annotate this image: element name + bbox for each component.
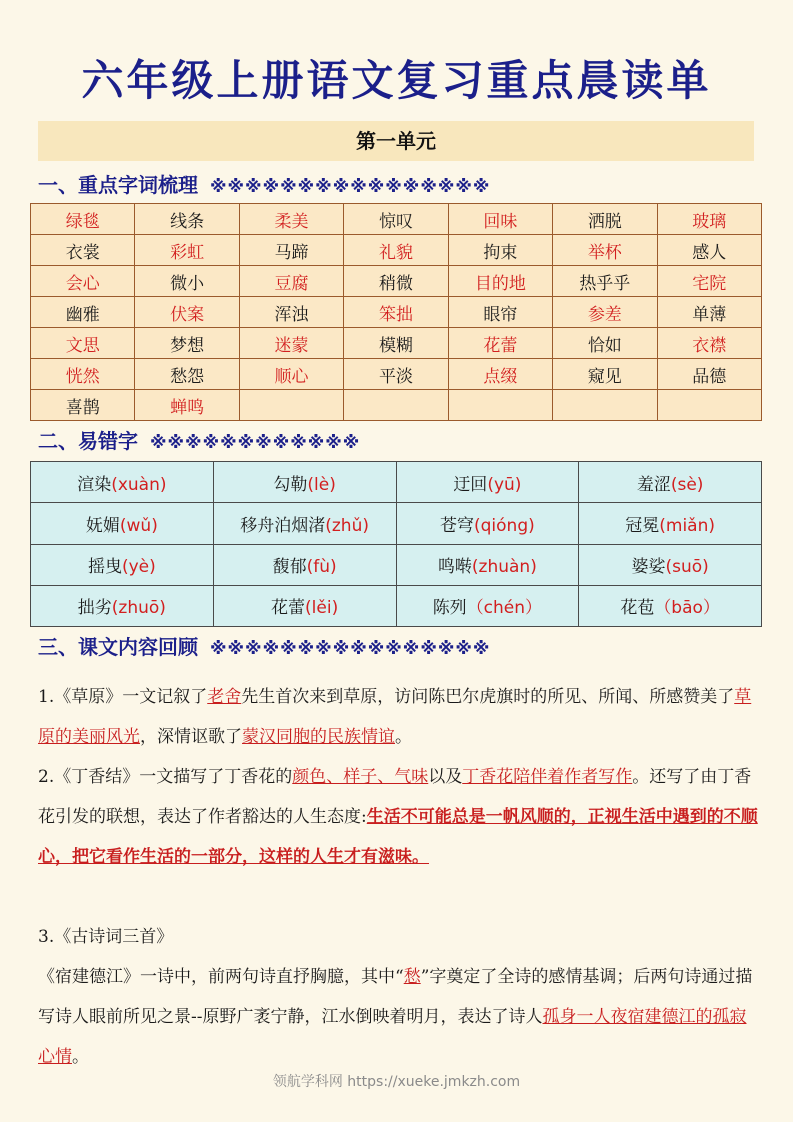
word-cell: 眼帘 <box>448 297 552 328</box>
word-cell: 恍然 <box>31 359 135 390</box>
highlight: 孤身一人夜宿建德江的孤寂心情 <box>38 1007 747 1067</box>
word-cell: 洒脱 <box>553 204 657 235</box>
word-cell: 回味 <box>448 204 552 235</box>
pinyin: (lè) <box>307 474 336 495</box>
section-heading-errors <box>38 425 360 454</box>
pinyin: (suō) <box>665 557 709 578</box>
table-row <box>31 266 762 297</box>
word-cell: 顺心 <box>239 359 343 390</box>
section-title: 三、课文内容回顾 <box>38 635 198 659</box>
pinyin: (zhuàn) <box>471 557 537 578</box>
pinyin: (xuàn) <box>111 474 167 495</box>
footer-watermark: 领航学科网 https://xueke.jmkzh.com <box>272 1074 521 1090</box>
error-cell <box>579 585 762 626</box>
word: 鸣啭 <box>437 557 472 578</box>
text: 先生首次来到草原，访问陈巴尔虎旗时的所见、所闻、所感赞美了 <box>241 687 735 707</box>
section-heading-words <box>38 169 490 198</box>
word-cell: 迷蒙 <box>239 328 343 359</box>
word-cell <box>344 390 448 421</box>
error-cell <box>31 462 214 503</box>
table-row <box>31 462 762 503</box>
word-cell: 蝉鸣 <box>135 390 239 421</box>
word-cell <box>553 390 657 421</box>
word-cell: 线条 <box>135 204 239 235</box>
word: 勾勒 <box>273 474 308 495</box>
word-cell: 点缀 <box>448 359 552 390</box>
word-cell: 笨拙 <box>344 297 448 328</box>
error-cell <box>213 585 396 626</box>
pinyin: (yū) <box>487 474 522 495</box>
word-cell: 热乎乎 <box>553 266 657 297</box>
word-cell: 玻璃 <box>657 204 761 235</box>
error-cell <box>396 503 579 544</box>
word-cell: 衣裳 <box>31 235 135 266</box>
paragraph-caoyuan <box>38 677 760 757</box>
error-cell <box>213 503 396 544</box>
paragraph-poems-title: 3.《古诗词三首》 <box>38 927 174 947</box>
text: 。 <box>395 727 412 747</box>
section-title: 二、易错字 <box>38 429 138 453</box>
error-cell <box>396 585 579 626</box>
word-cell: 感人 <box>657 235 761 266</box>
word-cell: 幽雅 <box>31 297 135 328</box>
star-divider: ※※※※※※※※※※※※※※※※ <box>210 639 491 659</box>
word-cell: 喜鹊 <box>31 390 135 421</box>
word: 花蕾 <box>271 598 306 619</box>
highlight: 草原的美丽风光 <box>38 687 752 747</box>
word: 冠冕 <box>625 515 660 536</box>
word-cell: 恰如 <box>553 328 657 359</box>
highlight: 老舍 <box>207 687 242 707</box>
pinyin: （chén） <box>466 598 543 619</box>
table-row <box>31 235 762 266</box>
word: 花苞 <box>620 598 655 619</box>
word-cell: 绿毯 <box>31 204 135 235</box>
word-cell: 单薄 <box>657 297 761 328</box>
word-cell: 目的地 <box>448 266 552 297</box>
error-cell <box>579 544 762 585</box>
pinyin: (zhuō) <box>111 598 166 619</box>
error-cell <box>31 585 214 626</box>
paragraph-dingxiangjie <box>38 757 760 877</box>
error-cell <box>213 544 396 585</box>
word-cell: 愁怨 <box>135 359 239 390</box>
word: 摇曳 <box>87 557 122 578</box>
word-cell: 马蹄 <box>239 235 343 266</box>
text: 。还写了由丁香花引发的联想，表达了作者豁达的人生态度: <box>38 767 752 827</box>
text: 1.《草原》一文记叙了 <box>38 687 208 707</box>
pinyin: (zhǔ) <box>325 515 369 536</box>
word-cell <box>448 390 552 421</box>
word-cell <box>657 390 761 421</box>
pinyin: (qióng) <box>474 515 535 536</box>
highlight: 生活不可能总是一帆风顺的，正视生活中遇到的不顺心，把它看作生活的一部分，这样的人生才有滋味。 <box>38 807 758 867</box>
word: 陈列 <box>432 598 467 619</box>
star-divider: ※※※※※※※※※※※※※※※※ <box>210 177 491 197</box>
word-cell: 品德 <box>657 359 761 390</box>
pinyin: (fù) <box>306 557 337 578</box>
word-cell: 模糊 <box>344 328 448 359</box>
word: 渲染 <box>77 474 112 495</box>
word-cell: 礼貌 <box>344 235 448 266</box>
pinyin: (lěi) <box>305 598 339 619</box>
word-cell: 豆腐 <box>239 266 343 297</box>
error-cell <box>396 462 579 503</box>
pinyin: (miǎn) <box>659 515 715 536</box>
section-title: 一、重点字词梳理 <box>38 173 198 197</box>
pinyin: (wǔ) <box>119 515 158 536</box>
table-row <box>31 359 762 390</box>
word-cell <box>239 390 343 421</box>
word: 馥郁 <box>272 557 307 578</box>
error-cell <box>31 544 214 585</box>
word-cell: 会心 <box>31 266 135 297</box>
error-prone-table <box>30 461 762 627</box>
word: 妩媚 <box>85 515 120 536</box>
table-row <box>31 204 762 235</box>
error-cell <box>31 503 214 544</box>
pinyin: （bāo） <box>654 598 720 619</box>
text: 2.《丁香结》一文描写了丁香花的 <box>38 767 293 787</box>
word-cell: 惊叹 <box>344 204 448 235</box>
table-row <box>31 503 762 544</box>
paragraph-sujiandejiang <box>38 957 760 1077</box>
table-row <box>31 544 762 585</box>
word-cell: 宅院 <box>657 266 761 297</box>
text: ，深情讴歌了 <box>140 727 242 747</box>
word-cell: 衣襟 <box>657 328 761 359</box>
word-cell: 伏案 <box>135 297 239 328</box>
word-cell: 拘束 <box>448 235 552 266</box>
error-cell <box>213 462 396 503</box>
table-row <box>31 585 762 626</box>
word-cell: 稍微 <box>344 266 448 297</box>
table-row <box>31 390 762 421</box>
word-cell: 梦想 <box>135 328 239 359</box>
word-cell: 花蕾 <box>448 328 552 359</box>
word: 移舟泊烟渚 <box>240 515 326 536</box>
word-cell: 浑浊 <box>239 297 343 328</box>
table-row <box>31 328 762 359</box>
word-cell: 文思 <box>31 328 135 359</box>
text: 《宿建德江》一诗中，前两句诗直抒胸臆，其中“ <box>38 967 404 987</box>
highlight: 颜色、样子、气味 <box>292 767 429 787</box>
word: 羞涩 <box>636 474 671 495</box>
word-cell: 参差 <box>553 297 657 328</box>
word-cell: 柔美 <box>239 204 343 235</box>
error-cell <box>579 503 762 544</box>
highlight: 丁香花陪伴着作者写作 <box>462 767 633 787</box>
word: 苍穹 <box>440 515 474 536</box>
table-row <box>31 297 762 328</box>
pinyin: (yè) <box>121 557 156 578</box>
word: 拙劣 <box>77 598 112 619</box>
word-cell: 举杯 <box>553 235 657 266</box>
word-cell: 微小 <box>135 266 239 297</box>
page-title: 六年级上册语文复习重点晨读单 <box>81 56 712 105</box>
word-cell: 窥见 <box>553 359 657 390</box>
error-cell <box>579 462 762 503</box>
section-heading-review <box>38 631 490 660</box>
star-divider: ※※※※※※※※※※※※ <box>150 433 361 453</box>
text: ”字奠定了全诗的感情基调；后两句诗通过描写诗人眼前所见之景--原野广袤宁静，江水倒映着明月，表达了诗人 <box>38 967 753 1027</box>
text: 以及 <box>428 767 463 787</box>
word-cell: 平淡 <box>344 359 448 390</box>
text: 。 <box>72 1047 89 1067</box>
highlight: 蒙汉同胞的民族情谊 <box>242 727 395 747</box>
unit-heading: 第一单元 <box>38 121 754 161</box>
error-cell <box>396 544 579 585</box>
pinyin: (sè) <box>670 474 704 495</box>
highlight: 愁 <box>403 967 421 987</box>
key-words-table <box>30 203 762 421</box>
word: 迂回 <box>453 474 488 495</box>
word-cell: 彩虹 <box>135 235 239 266</box>
word: 婆娑 <box>631 557 666 578</box>
